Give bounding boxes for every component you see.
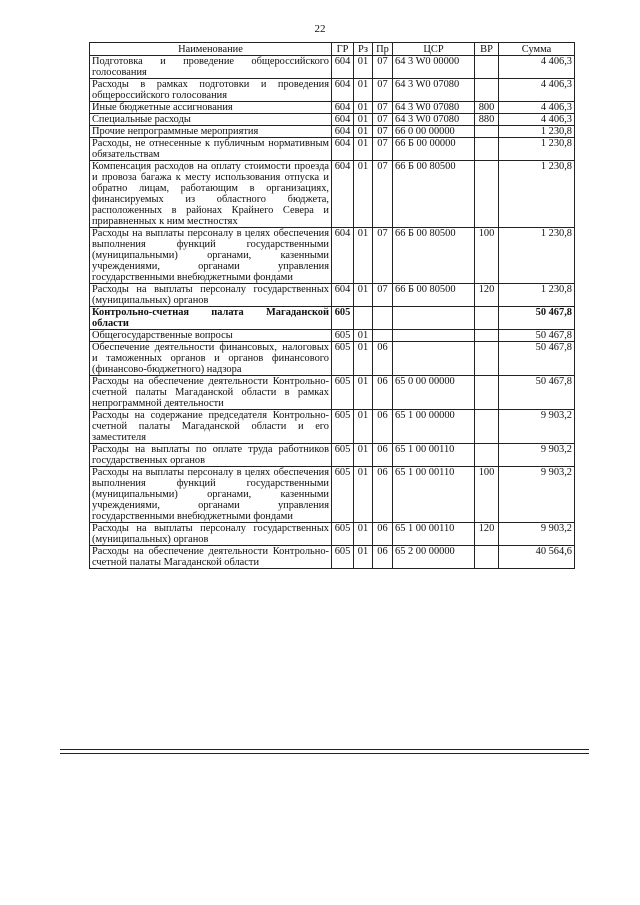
cell-csr: 64 3 W0 07080	[393, 114, 475, 126]
cell-vr: 100	[475, 467, 499, 523]
cell-pr: 06	[373, 376, 393, 410]
cell-vr	[475, 56, 499, 79]
cell-sum: 50 467,8	[499, 376, 575, 410]
cell-pr: 07	[373, 79, 393, 102]
cell-name: Расходы на выплаты персоналу в целях обеспечения выполнения функций государственными (муниципальными) органами, казенными учреждениями, органами управления государственными внебюджетными фондами	[90, 228, 332, 284]
cell-name: Компенсация расходов на оплату стоимости проезда и провоза багажа к месту использования отпуска и обратно лицам, работающим в организациях, финансируемых из областного бюджета, расположенных в районах Крайнего Севера и приравненных к ним местностях	[90, 161, 332, 228]
cell-gr: 605	[332, 307, 354, 330]
table-row	[90, 56, 575, 79]
cell-sum: 1 230,8	[499, 161, 575, 228]
cell-pr: 07	[373, 161, 393, 228]
cell-pr: 06	[373, 410, 393, 444]
header-rz: Рз	[354, 43, 373, 56]
cell-gr: 604	[332, 161, 354, 228]
cell-sum: 9 903,2	[499, 523, 575, 546]
cell-vr	[475, 376, 499, 410]
cell-pr	[373, 330, 393, 342]
table-header-row	[90, 43, 575, 56]
cell-gr: 605	[332, 410, 354, 444]
cell-sum: 50 467,8	[499, 307, 575, 330]
footer-divider	[60, 749, 589, 750]
table-row	[90, 114, 575, 126]
cell-rz: 01	[354, 410, 373, 444]
cell-csr: 66 Б 00 80500	[393, 228, 475, 284]
cell-csr: 65 1 00 00110	[393, 523, 475, 546]
table-row	[90, 228, 575, 284]
cell-sum: 1 230,8	[499, 228, 575, 284]
cell-vr	[475, 126, 499, 138]
cell-rz: 01	[354, 330, 373, 342]
cell-vr: 120	[475, 284, 499, 307]
cell-gr: 605	[332, 467, 354, 523]
header-name: Наименование	[90, 43, 332, 56]
cell-name: Расходы на обеспечение деятельности Контрольно-счетной палаты Магаданской области	[90, 546, 332, 569]
cell-pr: 07	[373, 126, 393, 138]
cell-pr: 06	[373, 444, 393, 467]
cell-csr: 66 Б 00 80500	[393, 161, 475, 228]
cell-name: Расходы на выплаты по оплате труда работников государственных органов	[90, 444, 332, 467]
table-row	[90, 138, 575, 161]
cell-name: Расходы на выплаты персоналу государственных (муниципальных) органов	[90, 523, 332, 546]
cell-csr: 65 1 00 00110	[393, 444, 475, 467]
cell-rz: 01	[354, 79, 373, 102]
cell-gr: 605	[332, 546, 354, 569]
cell-sum: 9 903,2	[499, 410, 575, 444]
table-row	[90, 102, 575, 114]
cell-name: Иные бюджетные ассигнования	[90, 102, 332, 114]
table-body	[90, 56, 575, 569]
cell-rz: 01	[354, 444, 373, 467]
cell-csr	[393, 342, 475, 376]
cell-rz: 01	[354, 546, 373, 569]
cell-pr: 07	[373, 138, 393, 161]
cell-name: Расходы в рамках подготовки и проведения общероссийского голосования	[90, 79, 332, 102]
table-row	[90, 284, 575, 307]
table-row	[90, 79, 575, 102]
table-row	[90, 126, 575, 138]
cell-pr: 07	[373, 284, 393, 307]
cell-rz: 01	[354, 138, 373, 161]
cell-vr: 100	[475, 228, 499, 284]
cell-name: Расходы на обеспечение деятельности Контрольно-счетной палаты Магаданской области в рамках непрограммной деятельности	[90, 376, 332, 410]
cell-csr: 64 3 W0 07080	[393, 79, 475, 102]
cell-vr	[475, 138, 499, 161]
cell-name: Специальные расходы	[90, 114, 332, 126]
cell-gr: 604	[332, 126, 354, 138]
footer-divider-second	[60, 753, 589, 754]
cell-pr: 07	[373, 56, 393, 79]
cell-gr: 605	[332, 523, 354, 546]
cell-name: Подготовка и проведение общероссийского голосования	[90, 56, 332, 79]
cell-vr	[475, 546, 499, 569]
cell-name: Расходы на выплаты персоналу государственных (муниципальных) органов	[90, 284, 332, 307]
cell-sum: 1 230,8	[499, 138, 575, 161]
cell-sum: 50 467,8	[499, 330, 575, 342]
cell-gr: 605	[332, 330, 354, 342]
header-pr: Пр	[373, 43, 393, 56]
cell-gr: 605	[332, 342, 354, 376]
cell-sum: 9 903,2	[499, 444, 575, 467]
cell-vr	[475, 307, 499, 330]
cell-vr	[475, 330, 499, 342]
cell-sum: 1 230,8	[499, 284, 575, 307]
table-row	[90, 523, 575, 546]
cell-sum: 50 467,8	[499, 342, 575, 376]
cell-csr: 64 3 W0 07080	[393, 102, 475, 114]
cell-sum: 40 564,6	[499, 546, 575, 569]
page-number: 22	[314, 23, 326, 35]
header-vr: ВР	[475, 43, 499, 56]
cell-gr: 604	[332, 284, 354, 307]
cell-name: Прочие непрограммные мероприятия	[90, 126, 332, 138]
cell-rz: 01	[354, 467, 373, 523]
header-gr: ГР	[332, 43, 354, 56]
cell-csr: 65 0 00 00000	[393, 376, 475, 410]
cell-rz: 01	[354, 102, 373, 114]
cell-pr	[373, 307, 393, 330]
cell-sum: 9 903,2	[499, 467, 575, 523]
cell-sum: 4 406,3	[499, 114, 575, 126]
budget-table	[89, 42, 575, 569]
cell-rz	[354, 307, 373, 330]
cell-csr: 65 1 00 00110	[393, 467, 475, 523]
cell-gr: 604	[332, 56, 354, 79]
cell-vr: 800	[475, 102, 499, 114]
cell-vr	[475, 161, 499, 228]
cell-pr: 06	[373, 342, 393, 376]
cell-csr	[393, 307, 475, 330]
cell-name: Расходы на выплаты персоналу в целях обеспечения выполнения функций государственными (муниципальными) органами, казенными учреждениями, органами управления государственными внебюджетными фондами	[90, 467, 332, 523]
cell-gr: 604	[332, 228, 354, 284]
cell-sum: 1 230,8	[499, 126, 575, 138]
cell-rz: 01	[354, 284, 373, 307]
cell-pr: 07	[373, 228, 393, 284]
cell-pr: 06	[373, 467, 393, 523]
cell-sum: 4 406,3	[499, 56, 575, 79]
cell-name: Общегосударственные вопросы	[90, 330, 332, 342]
cell-vr	[475, 410, 499, 444]
cell-gr: 604	[332, 114, 354, 126]
cell-sum: 4 406,3	[499, 102, 575, 114]
cell-rz: 01	[354, 523, 373, 546]
cell-vr	[475, 79, 499, 102]
table-row	[90, 330, 575, 342]
cell-pr: 06	[373, 523, 393, 546]
table-row	[90, 307, 575, 330]
cell-name: Контрольно-счетная палата Магаданской области	[90, 307, 332, 330]
header-csr: ЦСР	[393, 43, 475, 56]
cell-rz: 01	[354, 114, 373, 126]
cell-name: Расходы на содержание председателя Контрольно-счетной палаты Магаданской области и его заместителя	[90, 410, 332, 444]
cell-rz: 01	[354, 126, 373, 138]
cell-gr: 604	[332, 79, 354, 102]
cell-rz: 01	[354, 56, 373, 79]
table-row	[90, 467, 575, 523]
cell-gr: 605	[332, 376, 354, 410]
table-row	[90, 376, 575, 410]
cell-gr: 604	[332, 138, 354, 161]
cell-gr: 604	[332, 102, 354, 114]
cell-csr: 64 3 W0 00000	[393, 56, 475, 79]
header-sum: Сумма	[499, 43, 575, 56]
cell-csr: 65 1 00 00000	[393, 410, 475, 444]
table-row	[90, 444, 575, 467]
cell-name: Обеспечение деятельности финансовых, налоговых и таможенных органов и органов финансового (финансово-бюджетного) надзора	[90, 342, 332, 376]
cell-vr: 880	[475, 114, 499, 126]
cell-csr: 66 Б 00 80500	[393, 284, 475, 307]
cell-vr: 120	[475, 523, 499, 546]
cell-name: Расходы, не отнесенные к публичным нормативным обязательствам	[90, 138, 332, 161]
table-row	[90, 161, 575, 228]
cell-rz: 01	[354, 342, 373, 376]
cell-pr: 06	[373, 546, 393, 569]
cell-pr: 07	[373, 102, 393, 114]
cell-rz: 01	[354, 376, 373, 410]
cell-rz: 01	[354, 161, 373, 228]
cell-csr: 66 Б 00 00000	[393, 138, 475, 161]
cell-sum: 4 406,3	[499, 79, 575, 102]
table-row	[90, 546, 575, 569]
cell-csr	[393, 330, 475, 342]
cell-pr: 07	[373, 114, 393, 126]
cell-gr: 605	[332, 444, 354, 467]
cell-rz: 01	[354, 228, 373, 284]
cell-csr: 65 2 00 00000	[393, 546, 475, 569]
cell-vr	[475, 444, 499, 467]
table-row	[90, 342, 575, 376]
cell-csr: 66 0 00 00000	[393, 126, 475, 138]
table-row	[90, 410, 575, 444]
cell-vr	[475, 342, 499, 376]
